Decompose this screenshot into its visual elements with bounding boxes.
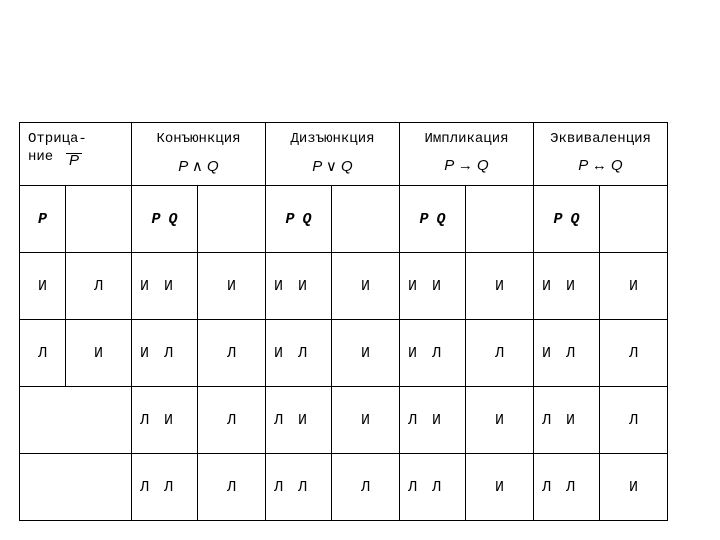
- disjunction-title: Дизъюнкция: [290, 131, 375, 147]
- var-q-label: Q: [570, 210, 580, 228]
- input-p: И: [274, 344, 284, 362]
- input-q: Л: [298, 344, 308, 362]
- disjunction-input-pair: [266, 454, 332, 521]
- input-q: И: [164, 277, 174, 295]
- equivalence-header: [534, 123, 668, 186]
- disjunction-input-pair: [266, 253, 332, 320]
- input-p: Л: [274, 478, 284, 496]
- implication-var-cell: [400, 186, 466, 253]
- input-p: Л: [408, 411, 418, 429]
- input-q: Л: [164, 478, 174, 496]
- negation-var-empty: [66, 186, 132, 253]
- equivalence-result: Л: [600, 387, 668, 454]
- implication-input-pair: [400, 320, 466, 387]
- input-p: И: [274, 277, 284, 295]
- input-q: И: [432, 411, 442, 429]
- implication-result: И: [466, 454, 534, 521]
- input-p: Л: [408, 478, 418, 496]
- equivalence-result: Л: [600, 320, 668, 387]
- conjunction-result: Л: [198, 387, 266, 454]
- input-q: Л: [566, 478, 576, 496]
- implication-header: [400, 123, 534, 186]
- equivalence-title: Эквиваленция: [550, 131, 651, 147]
- input-q: Л: [432, 478, 442, 496]
- disjunction-input-pair: [266, 320, 332, 387]
- equivalence-input-pair: [534, 387, 600, 454]
- implication-result: И: [466, 387, 534, 454]
- equivalence-formula: P ↔ Q: [578, 157, 623, 174]
- negation-result: Л: [66, 253, 132, 320]
- input-p: И: [140, 277, 150, 295]
- equivalence-result: И: [600, 454, 668, 521]
- input-p: Л: [140, 411, 150, 429]
- input-q: Л: [566, 344, 576, 362]
- disjunction-result: И: [332, 387, 400, 454]
- input-p: И: [542, 344, 552, 362]
- implication-result: И: [466, 253, 534, 320]
- equivalence-var-empty: [600, 186, 668, 253]
- table-row: [20, 253, 668, 320]
- disjunction-result: И: [332, 253, 400, 320]
- table-row: [20, 387, 668, 454]
- input-p: Л: [140, 478, 150, 496]
- equivalence-input-pair: [534, 253, 600, 320]
- input-p: И: [408, 277, 418, 295]
- disjunction-var-cell: [266, 186, 332, 253]
- conjunction-header: [132, 123, 266, 186]
- input-q: И: [432, 277, 442, 295]
- input-p: Л: [542, 411, 552, 429]
- input-p: И: [542, 277, 552, 295]
- conjunction-input-pair: [132, 454, 198, 521]
- table-row: [20, 320, 668, 387]
- var-p-label: P: [37, 210, 47, 228]
- var-q-label: Q: [168, 210, 178, 228]
- input-q: И: [164, 411, 174, 429]
- input-q: И: [566, 411, 576, 429]
- negation-formula: P: [66, 153, 82, 168]
- disjunction-result: И: [332, 320, 400, 387]
- disjunction-var-empty: [332, 186, 400, 253]
- implication-formula: P → Q: [444, 157, 489, 174]
- conjunction-var-cell: [132, 186, 198, 253]
- implication-var-empty: [466, 186, 534, 253]
- negation-header: [20, 123, 132, 186]
- var-q-label: Q: [302, 210, 312, 228]
- disjunction-formula: P ∨ Q: [312, 158, 353, 175]
- implication-input-pair: [400, 253, 466, 320]
- table-row: [20, 454, 668, 521]
- disjunction-input-pair: [266, 387, 332, 454]
- input-q: Л: [432, 344, 442, 362]
- negation-result: И: [66, 320, 132, 387]
- negation-input: Л: [20, 320, 66, 387]
- conjunction-input-pair: [132, 320, 198, 387]
- conjunction-title: Конъюнкция: [156, 131, 241, 147]
- equivalence-var-cell: [534, 186, 600, 253]
- disjunction-header: [266, 123, 400, 186]
- input-q: Л: [298, 478, 308, 496]
- negation-title: Отрица- ние: [28, 131, 87, 165]
- implication-input-pair: [400, 387, 466, 454]
- var-p-label: P: [419, 210, 429, 228]
- input-q: И: [298, 277, 308, 295]
- conjunction-input-pair: [132, 387, 198, 454]
- implication-input-pair: [400, 454, 466, 521]
- truth-table: [19, 122, 668, 521]
- conjunction-input-pair: [132, 253, 198, 320]
- conjunction-var-empty: [198, 186, 266, 253]
- disjunction-result: Л: [332, 454, 400, 521]
- negation-empty-cell: [20, 454, 132, 521]
- var-p-label: P: [553, 210, 563, 228]
- input-p: Л: [542, 478, 552, 496]
- var-p-label: P: [285, 210, 295, 228]
- negation-input: И: [20, 253, 66, 320]
- equivalence-input-pair: [534, 320, 600, 387]
- equivalence-input-pair: [534, 454, 600, 521]
- implication-result: Л: [466, 320, 534, 387]
- implication-title: Импликация: [424, 131, 509, 147]
- input-p: Л: [274, 411, 284, 429]
- conjunction-result: Л: [198, 320, 266, 387]
- var-p-label: P: [151, 210, 161, 228]
- negation-empty-cell: [20, 387, 132, 454]
- negation-var-cell: [20, 186, 66, 253]
- input-q: Л: [164, 344, 174, 362]
- equivalence-result: И: [600, 253, 668, 320]
- conjunction-result: Л: [198, 454, 266, 521]
- conjunction-formula: P ∧ Q: [178, 158, 219, 175]
- input-p: И: [140, 344, 150, 362]
- conjunction-result: И: [198, 253, 266, 320]
- input-p: И: [408, 344, 418, 362]
- input-q: И: [566, 277, 576, 295]
- input-q: И: [298, 411, 308, 429]
- var-q-label: Q: [436, 210, 446, 228]
